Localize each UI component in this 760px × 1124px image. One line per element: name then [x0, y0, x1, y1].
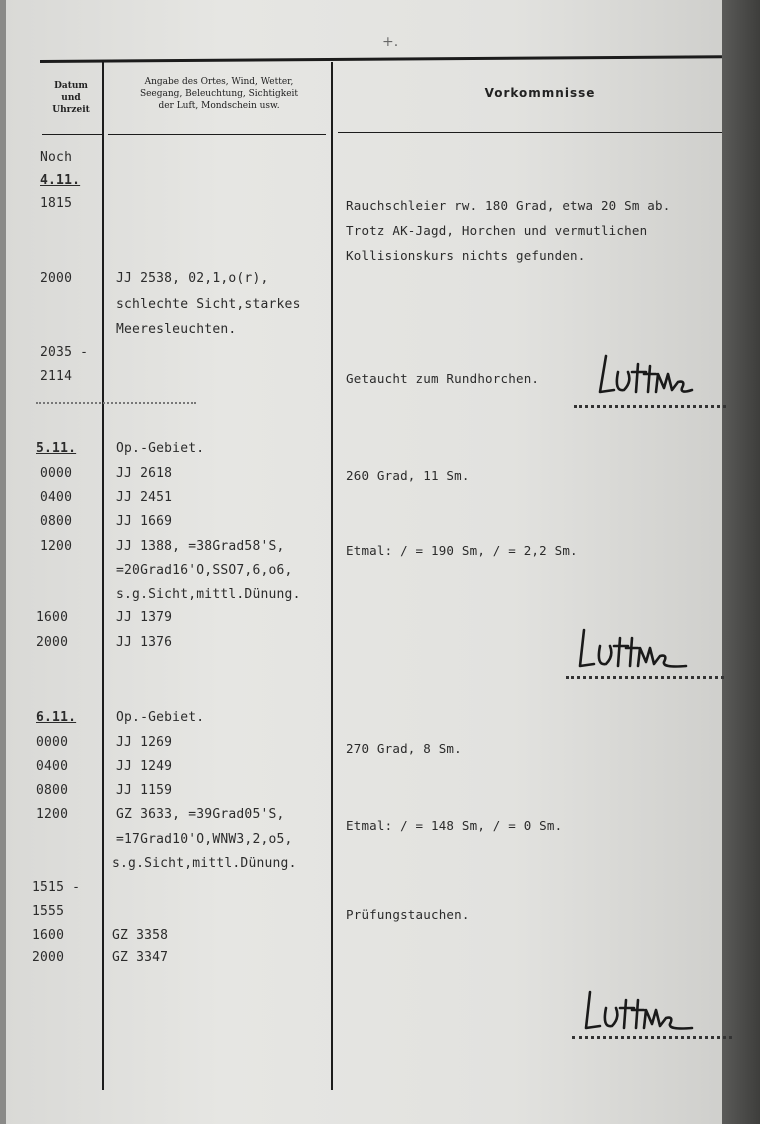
header-date-line: Uhrzeit	[52, 105, 90, 115]
column-divider-1	[102, 62, 104, 1090]
event-line: Kollisionskurs nichts gefunden.	[346, 248, 586, 263]
header-location-column	[108, 76, 330, 112]
signature-dots-3	[572, 1036, 732, 1039]
location-line: JJ 2538, 02,1,o(r),	[116, 271, 269, 286]
signature-dots-2	[566, 676, 724, 679]
location-line: =17Grad10'O,WNW3,2,o5,	[116, 832, 293, 847]
location: JJ 1388, =38Grad58'S,	[116, 539, 285, 554]
column-divider-2	[331, 62, 333, 1090]
date-4-11: 4.11.	[40, 173, 81, 188]
time-2000: 2000	[32, 950, 65, 965]
header-location-line: Seegang, Beleuchtung, Sichtigkeit	[139, 89, 299, 99]
signature-3	[580, 988, 700, 1036]
top-mark: +.	[382, 34, 399, 50]
header-rule-col2	[108, 134, 326, 135]
time: 0000	[36, 735, 69, 750]
signature-2	[574, 626, 694, 674]
location-line: s.g.Sicht,mittl.Dünung.	[112, 856, 297, 871]
time-1600: 1600	[36, 610, 69, 625]
noch-label: Noch	[40, 150, 73, 165]
time: 0000	[40, 466, 73, 481]
event-line: Trotz AK-Jagd, Horchen und vermutlichen	[346, 223, 648, 238]
event-line: Rauchschleier rw. 180 Grad, etwa 20 Sm ab.	[346, 198, 671, 213]
location: JJ 1376	[116, 635, 173, 650]
event: Prüfungstauchen.	[346, 907, 470, 922]
location-line: Meeresleuchten.	[116, 322, 237, 337]
location: GZ 3358	[112, 928, 169, 943]
location: JJ 1669	[116, 514, 173, 529]
time: 0800	[36, 783, 69, 798]
time-1555: 1555	[32, 904, 65, 919]
section-separator-1	[36, 402, 196, 404]
header-rule-col3	[338, 132, 722, 133]
time-2000: 2000	[40, 271, 73, 286]
event: Etmal: / = 190 Sm, / = 2,2 Sm.	[346, 543, 578, 558]
date-6-11: 6.11.	[36, 710, 77, 725]
event-line: Getaucht zum Rundhorchen.	[346, 371, 540, 386]
location-line: schlechte Sicht,starkes	[116, 297, 301, 312]
header-date-line: und	[61, 93, 81, 103]
location: JJ 1249	[116, 759, 173, 774]
time-1515: 1515 -	[32, 880, 81, 895]
location: JJ 1269	[116, 735, 173, 750]
time: 1200	[36, 807, 69, 822]
date-5-11: 5.11.	[36, 441, 77, 456]
location: JJ 1159	[116, 783, 173, 798]
location: GZ 3633, =39Grad05'S,	[116, 807, 285, 822]
header-location-line: der Luft, Mondschein usw.	[158, 101, 280, 111]
time-2035: 2035 -	[40, 345, 89, 360]
time-1815: 1815	[40, 196, 73, 211]
event: 260 Grad, 11 Sm.	[346, 468, 470, 483]
time: 0400	[36, 759, 69, 774]
header-location-line: Angabe des Ortes, Wind, Wetter,	[144, 77, 294, 87]
header-date-column	[40, 80, 102, 116]
signature-dots-1	[574, 405, 726, 408]
location-line: =20Grad16'O,SSO7,6,o6,	[116, 563, 293, 578]
time: 0400	[40, 490, 73, 505]
page-edge	[722, 0, 760, 1124]
location: GZ 3347	[112, 950, 169, 965]
location: JJ 2618	[116, 466, 173, 481]
location-line: s.g.Sicht,mittl.Dünung.	[116, 587, 301, 602]
header-events-column: Vorkommnisse	[484, 86, 596, 100]
header-date-line: Datum	[54, 81, 88, 91]
header-rule-col1	[42, 134, 102, 135]
signature-1	[594, 352, 704, 400]
event: Etmal: / = 148 Sm, / = 0 Sm.	[346, 818, 563, 833]
time: 1200	[40, 539, 73, 554]
location: JJ 2451	[116, 490, 173, 505]
area-label: Op.-Gebiet.	[116, 710, 205, 725]
area-label: Op.-Gebiet.	[116, 441, 205, 456]
event: 270 Grad, 8 Sm.	[346, 741, 462, 756]
location: JJ 1379	[116, 610, 173, 625]
time-2114: 2114	[40, 369, 73, 384]
time-1600: 1600	[32, 928, 65, 943]
time-2000: 2000	[36, 635, 69, 650]
time: 0800	[40, 514, 73, 529]
